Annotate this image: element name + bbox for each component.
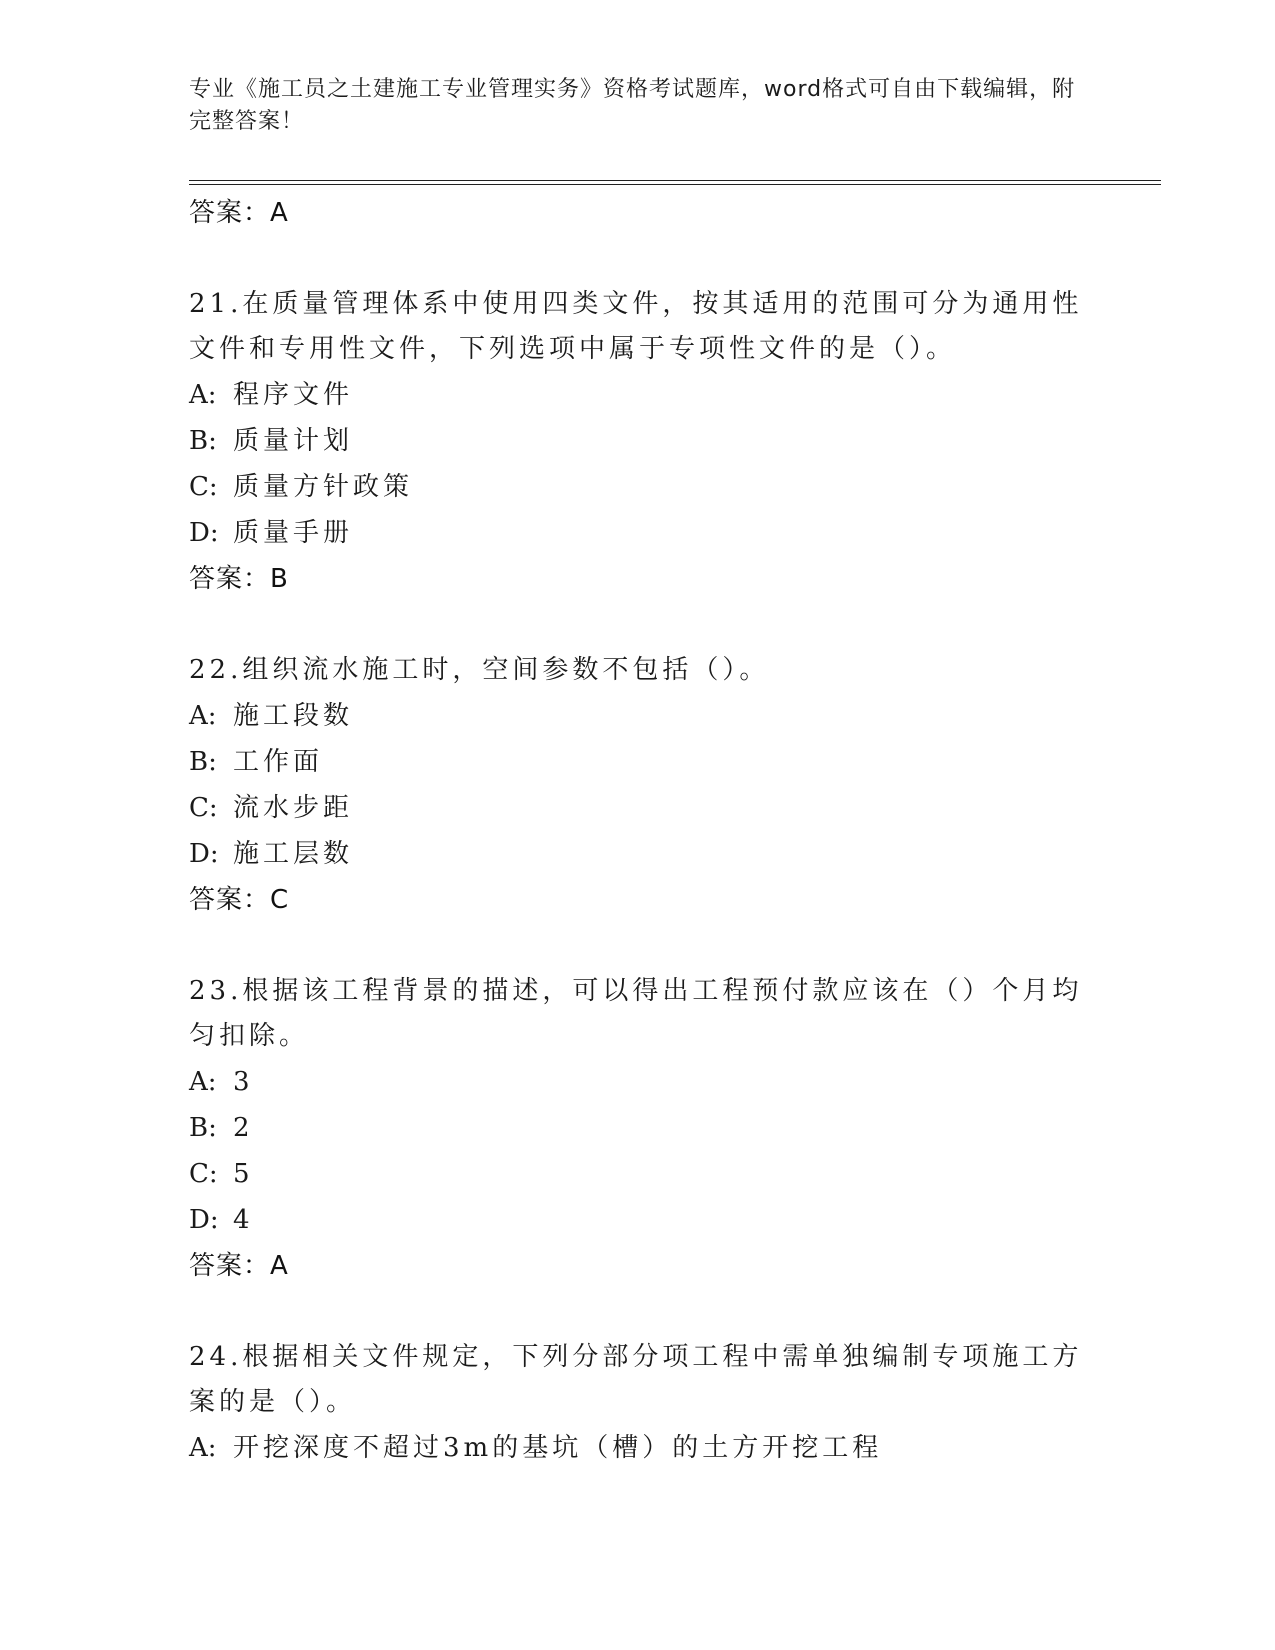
option-b bbox=[189, 1105, 1089, 1151]
option-letter: C: bbox=[189, 793, 218, 823]
option-text: 流水步距 bbox=[233, 793, 354, 823]
option-a bbox=[189, 1425, 1089, 1471]
option-text: 质量方针政策 bbox=[233, 472, 414, 502]
header-divider bbox=[189, 180, 1161, 185]
option-d bbox=[189, 831, 1089, 877]
answer-line: 答案：C bbox=[189, 885, 290, 915]
option-text: 开挖深度不超过3m的基坑（槽）的土方开挖工程 bbox=[233, 1433, 883, 1463]
option-text: 3 bbox=[233, 1067, 254, 1097]
option-text: 施工段数 bbox=[233, 701, 354, 731]
answer-line: 答案：A bbox=[189, 198, 289, 228]
option-letter: D: bbox=[189, 839, 219, 869]
option-letter: C: bbox=[189, 1159, 218, 1189]
question-23 bbox=[189, 969, 1089, 1289]
option-text: 4 bbox=[233, 1205, 254, 1235]
answer-line: 答案：B bbox=[189, 564, 289, 594]
option-letter: D: bbox=[189, 518, 219, 548]
page-header: 专业《施工员之土建施工专业管理实务》资格考试题库，word格式可自由下载编辑，附完整答案！ bbox=[189, 77, 1076, 134]
option-letter: C: bbox=[189, 472, 218, 502]
question-text: 23.根据该工程背景的描述，可以得出工程预付款应该在（）个月均匀扣除。 bbox=[189, 976, 1083, 1051]
option-c bbox=[189, 785, 1089, 831]
answer-line: 答案：A bbox=[189, 1251, 289, 1281]
option-letter: B: bbox=[189, 426, 217, 456]
option-text: 程序文件 bbox=[233, 380, 354, 410]
option-c bbox=[189, 464, 1089, 510]
option-letter: A: bbox=[189, 380, 217, 410]
option-text: 质量手册 bbox=[233, 518, 354, 548]
option-letter: D: bbox=[189, 1205, 219, 1235]
option-text: 质量计划 bbox=[233, 426, 354, 456]
question-21 bbox=[189, 282, 1089, 602]
option-text: 工作面 bbox=[233, 747, 324, 777]
option-letter: A: bbox=[189, 701, 217, 731]
option-b bbox=[189, 739, 1089, 785]
option-a bbox=[189, 1059, 1089, 1105]
document-body bbox=[189, 190, 1089, 1471]
option-text: 2 bbox=[233, 1113, 254, 1143]
option-d bbox=[189, 510, 1089, 556]
option-text: 施工层数 bbox=[233, 839, 354, 869]
option-a bbox=[189, 693, 1089, 739]
option-letter: A: bbox=[189, 1067, 217, 1097]
option-a bbox=[189, 372, 1089, 418]
option-c bbox=[189, 1151, 1089, 1197]
option-d bbox=[189, 1197, 1089, 1243]
option-text: 5 bbox=[233, 1159, 254, 1189]
question-22 bbox=[189, 648, 1089, 923]
option-b bbox=[189, 418, 1089, 464]
question-24 bbox=[189, 1335, 1089, 1471]
question-text: 22.组织流水施工时，空间参数不包括（）。 bbox=[189, 655, 770, 685]
option-letter: B: bbox=[189, 1113, 217, 1143]
question-text: 24.根据相关文件规定，下列分部分项工程中需单独编制专项施工方案的是（）。 bbox=[189, 1342, 1083, 1417]
option-letter: A: bbox=[189, 1433, 217, 1463]
option-letter: B: bbox=[189, 747, 217, 777]
question-text: 21.在质量管理体系中使用四类文件，按其适用的范围可分为通用性文件和专用性文件，下列选项中属于专项性文件的是（）。 bbox=[189, 289, 1083, 364]
